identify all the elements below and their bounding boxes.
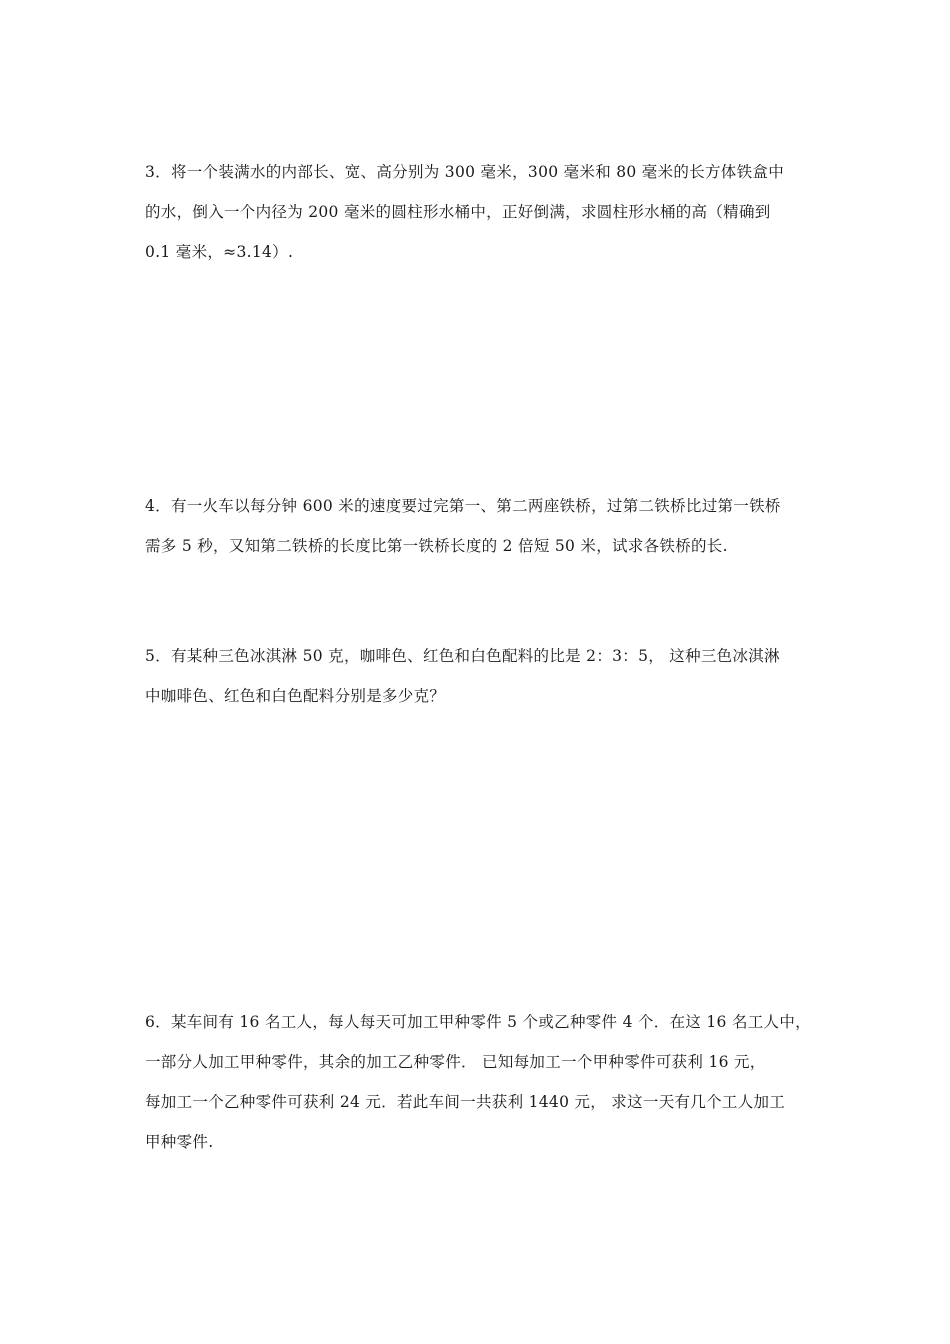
- problem-3: [145, 152, 825, 272]
- problem-5-line-1: 5．有某种三色冰淇淋 50 克，咖啡色、红色和白色配料的比是 2：3：5， 这种三色冰淇淋: [145, 647, 780, 665]
- problem-4-line-1: 4．有一火车以每分钟 600 米的速度要过完第一、第二两座铁桥，过第二铁桥比过第一铁桥: [145, 497, 781, 515]
- problem-6-line-3: 每加工一个乙种零件可获利 24 元．若此车间一共获利 1440 元， 求这一天有几个工人加工: [145, 1093, 786, 1111]
- problem-4: [145, 486, 825, 566]
- problem-3-line-3: 0.1 毫米，≈3.14）.: [145, 243, 294, 261]
- problem-6-line-2: 一部分人加工甲种零件，其余的加工乙种零件． 已知每加工一个甲种零件可获利 16 元，: [145, 1053, 766, 1071]
- problem-6-line-1: 6．某车间有 16 名工人，每人每天可加工甲种零件 5 个或乙种零件 4 个．在这 16 名工人中，: [145, 1013, 811, 1031]
- problem-6: [145, 1002, 825, 1162]
- problem-5-line-2: 中咖啡色、红色和白色配料分别是多少克？: [145, 687, 446, 705]
- problem-4-line-2: 需多 5 秒，又知第二铁桥的长度比第一铁桥长度的 2 倍短 50 米，试求各铁桥的长.: [145, 537, 728, 555]
- problem-3-line-2: 的水，倒入一个内径为 200 毫米的圆柱形水桶中，正好倒满，求圆柱形水桶的高（精确到: [145, 203, 771, 221]
- problem-6-line-4: 甲种零件.: [145, 1133, 214, 1151]
- problem-5: [145, 636, 825, 716]
- problem-3-line-1: 3．将一个装满水的内部长、宽、高分别为 300 毫米，300 毫米和 80 毫米的长方体铁盒中: [145, 163, 784, 181]
